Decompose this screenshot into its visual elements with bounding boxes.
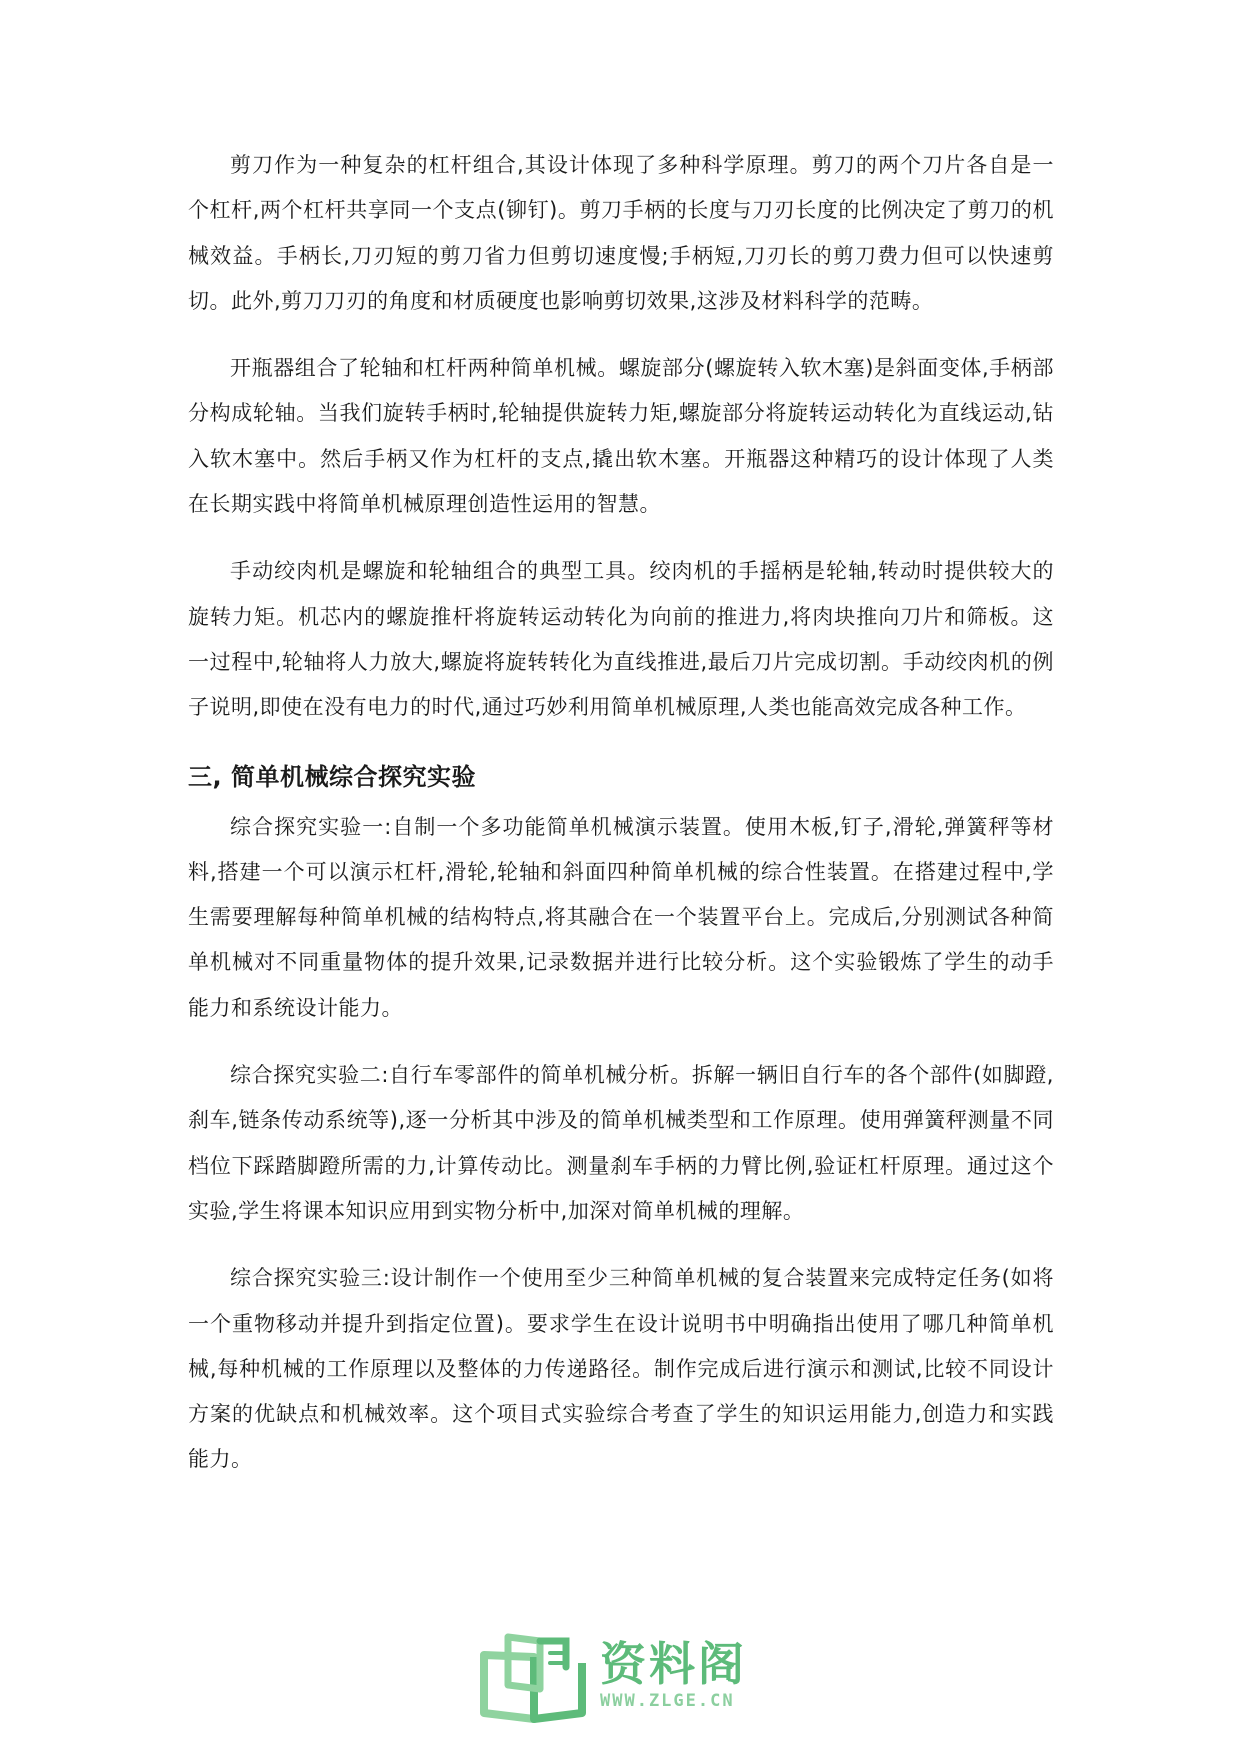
- paragraph-experiment-3: 综合探究实验三:设计制作一个使用至少三种简单机械的复合装置来完成特定任务(如将一个重物移动并提升到指定位置)。要求学生在设计说明书中明确指出使用了哪几种简单机械,每种机械的工作原理以及整体的力传递路径。制作完成后进行演示和测试,比较不同设计方案的优缺点和机械效率。这个项目式实验综合考查了学生的知识运用能力,创造力和实践能力。: [188, 1266, 1054, 1472]
- watermark-text: [600, 1638, 747, 1712]
- paragraph-experiment-2: 综合探究实验二:自行车零部件的简单机械分析。拆解一辆旧自行车的各个部件(如脚蹬,刹车,链条传动系统等),逐一分析其中涉及的简单机械类型和工作原理。使用弹簧秤测量不同档位下踩踏脚蹬所需的力,计算传动比。测量刹车手柄的力臂比例,验证杠杆原理。通过这个实验,学生将课本知识应用到实物分析中,加深对简单机械的理解。: [188, 1063, 1054, 1223]
- watermark-logo: [478, 1615, 768, 1735]
- watermark-title: 资料阁: [600, 1637, 747, 1691]
- section-heading: 三, 简单机械综合探究实验: [188, 762, 476, 791]
- book-logo-icon: [478, 1627, 590, 1723]
- paragraph-experiment-1: 综合探究实验一:自制一个多功能简单机械演示装置。使用木板,钉子,滑轮,弹簧秤等材料,搭建一个可以演示杠杆,滑轮,轮轴和斜面四种简单机械的综合性装置。在搭建过程中,学生需要理解每种简单机械的结构特点,将其融合在一个装置平台上。完成后,分别测试各种简单机械对不同重量物体的提升效果,记录数据并进行比较分析。这个实验锻炼了学生的动手能力和系统设计能力。: [188, 814, 1054, 1020]
- paragraph-meat-grinder: 手动绞肉机是螺旋和轮轴组合的典型工具。绞肉机的手摇柄是轮轴,转动时提供较大的旋转力矩。机芯内的螺旋推杆将旋转运动转化为向前的推进力,将肉块推向刀片和筛板。这一过程中,轮轴将人力放大,螺旋将旋转转化为直线推进,最后刀片完成切割。手动绞肉机的例子说明,即使在没有电力的时代,通过巧妙利用简单机械原理,人类也能高效完成各种工作。: [188, 559, 1055, 720]
- paragraph-bottle-opener: 开瓶器组合了轮轴和杠杆两种简单机械。螺旋部分(螺旋转入软木塞)是斜面变体,手柄部分构成轮轴。当我们旋转手柄时,轮轴提供旋转力矩,螺旋部分将旋转运动转化为直线运动,钻入软木塞中。然后手柄又作为杠杆的支点,撬出软木塞。开瓶器这种精巧的设计体现了人类在长期实践中将简单机械原理创造性运用的智慧。: [188, 356, 1054, 517]
- watermark-url: WWW.ZLGE.CN: [600, 1691, 735, 1711]
- document-body: [188, 143, 1054, 1505]
- paragraph-scissors: 剪刀作为一种复杂的杠杆组合,其设计体现了多种科学原理。剪刀的两个刀片各自是一个杠杆,两个杠杆共享同一个支点(铆钉)。剪刀手柄的长度与刀刃长度的比例决定了剪刀的机械效益。手柄长,刀刃短的剪刀省力但剪切速度慢;手柄短,刀刃长的剪刀费力但可以快速剪切。此外,剪刀刀刃的角度和材质硬度也影响剪切效果,这涉及材料科学的范畴。: [188, 153, 1055, 313]
